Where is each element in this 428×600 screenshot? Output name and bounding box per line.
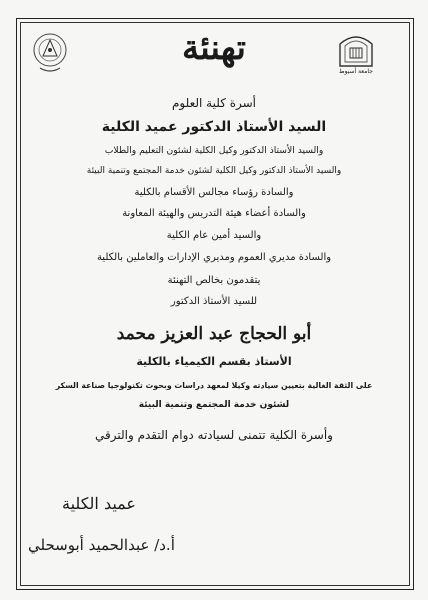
recipient-name: أبو الحجاج عبد العزيز محمد (116, 324, 312, 344)
signature-title: عميد الكلية (62, 494, 136, 513)
closing-wishes-line: وأسرة الكلية تتمنى لسيادته دوام التقدم والترقي (95, 428, 333, 442)
faculty-line: أسرة كلية العلوم (171, 96, 257, 110)
vice-dean-community-line: والسيد الأستاذ الدكتور وكيل الكلية لشئون خدمة المجتمع وتنمية البيئة (86, 166, 342, 176)
congratulations-line: يتقدمون بخالص التهنئة (167, 275, 261, 286)
recipient-title-line: للسيد الأستاذ الدكتور (170, 296, 258, 307)
directors-employees-line: والسادة مديري العموم ومديري الإدارات والعاملين بالكلية (96, 252, 332, 263)
page-title: تهنئة (182, 28, 246, 68)
secretary-general-line: والسيد أمين عام الكلية (166, 230, 262, 241)
department-heads-line: والسادة رؤساء مجالس الأقسام بالكلية (134, 187, 294, 198)
dean-line: السيد الأستاذ الدكتور عميد الكلية (101, 119, 327, 135)
appointment-detail-line: لشئون خدمة المجتمع وتنمية البيئة (138, 400, 290, 410)
staff-members-line: والسادة أعضاء هيئة التدريس والهيئة المعاونة (122, 208, 306, 219)
university-logo-caption: جامعة أسيوط (339, 68, 373, 75)
signature-name: أ.د/ عبدالحميد أبوسحلي (28, 536, 175, 554)
recipient-position: الأستاذ بقسم الكيمياء بالكلية (136, 355, 292, 368)
faculty-emblem-icon (30, 28, 70, 76)
vice-dean-education-line: والسيد الأستاذ الدكتور وكيل الكلية لشئون التعليم والطلاب (104, 145, 324, 156)
appointment-line: على الثقة الغالية بتعيين سيادته وكيلا لمعهد دراسات وبحوث تكنولوجيا صناعة السكر (55, 381, 373, 390)
